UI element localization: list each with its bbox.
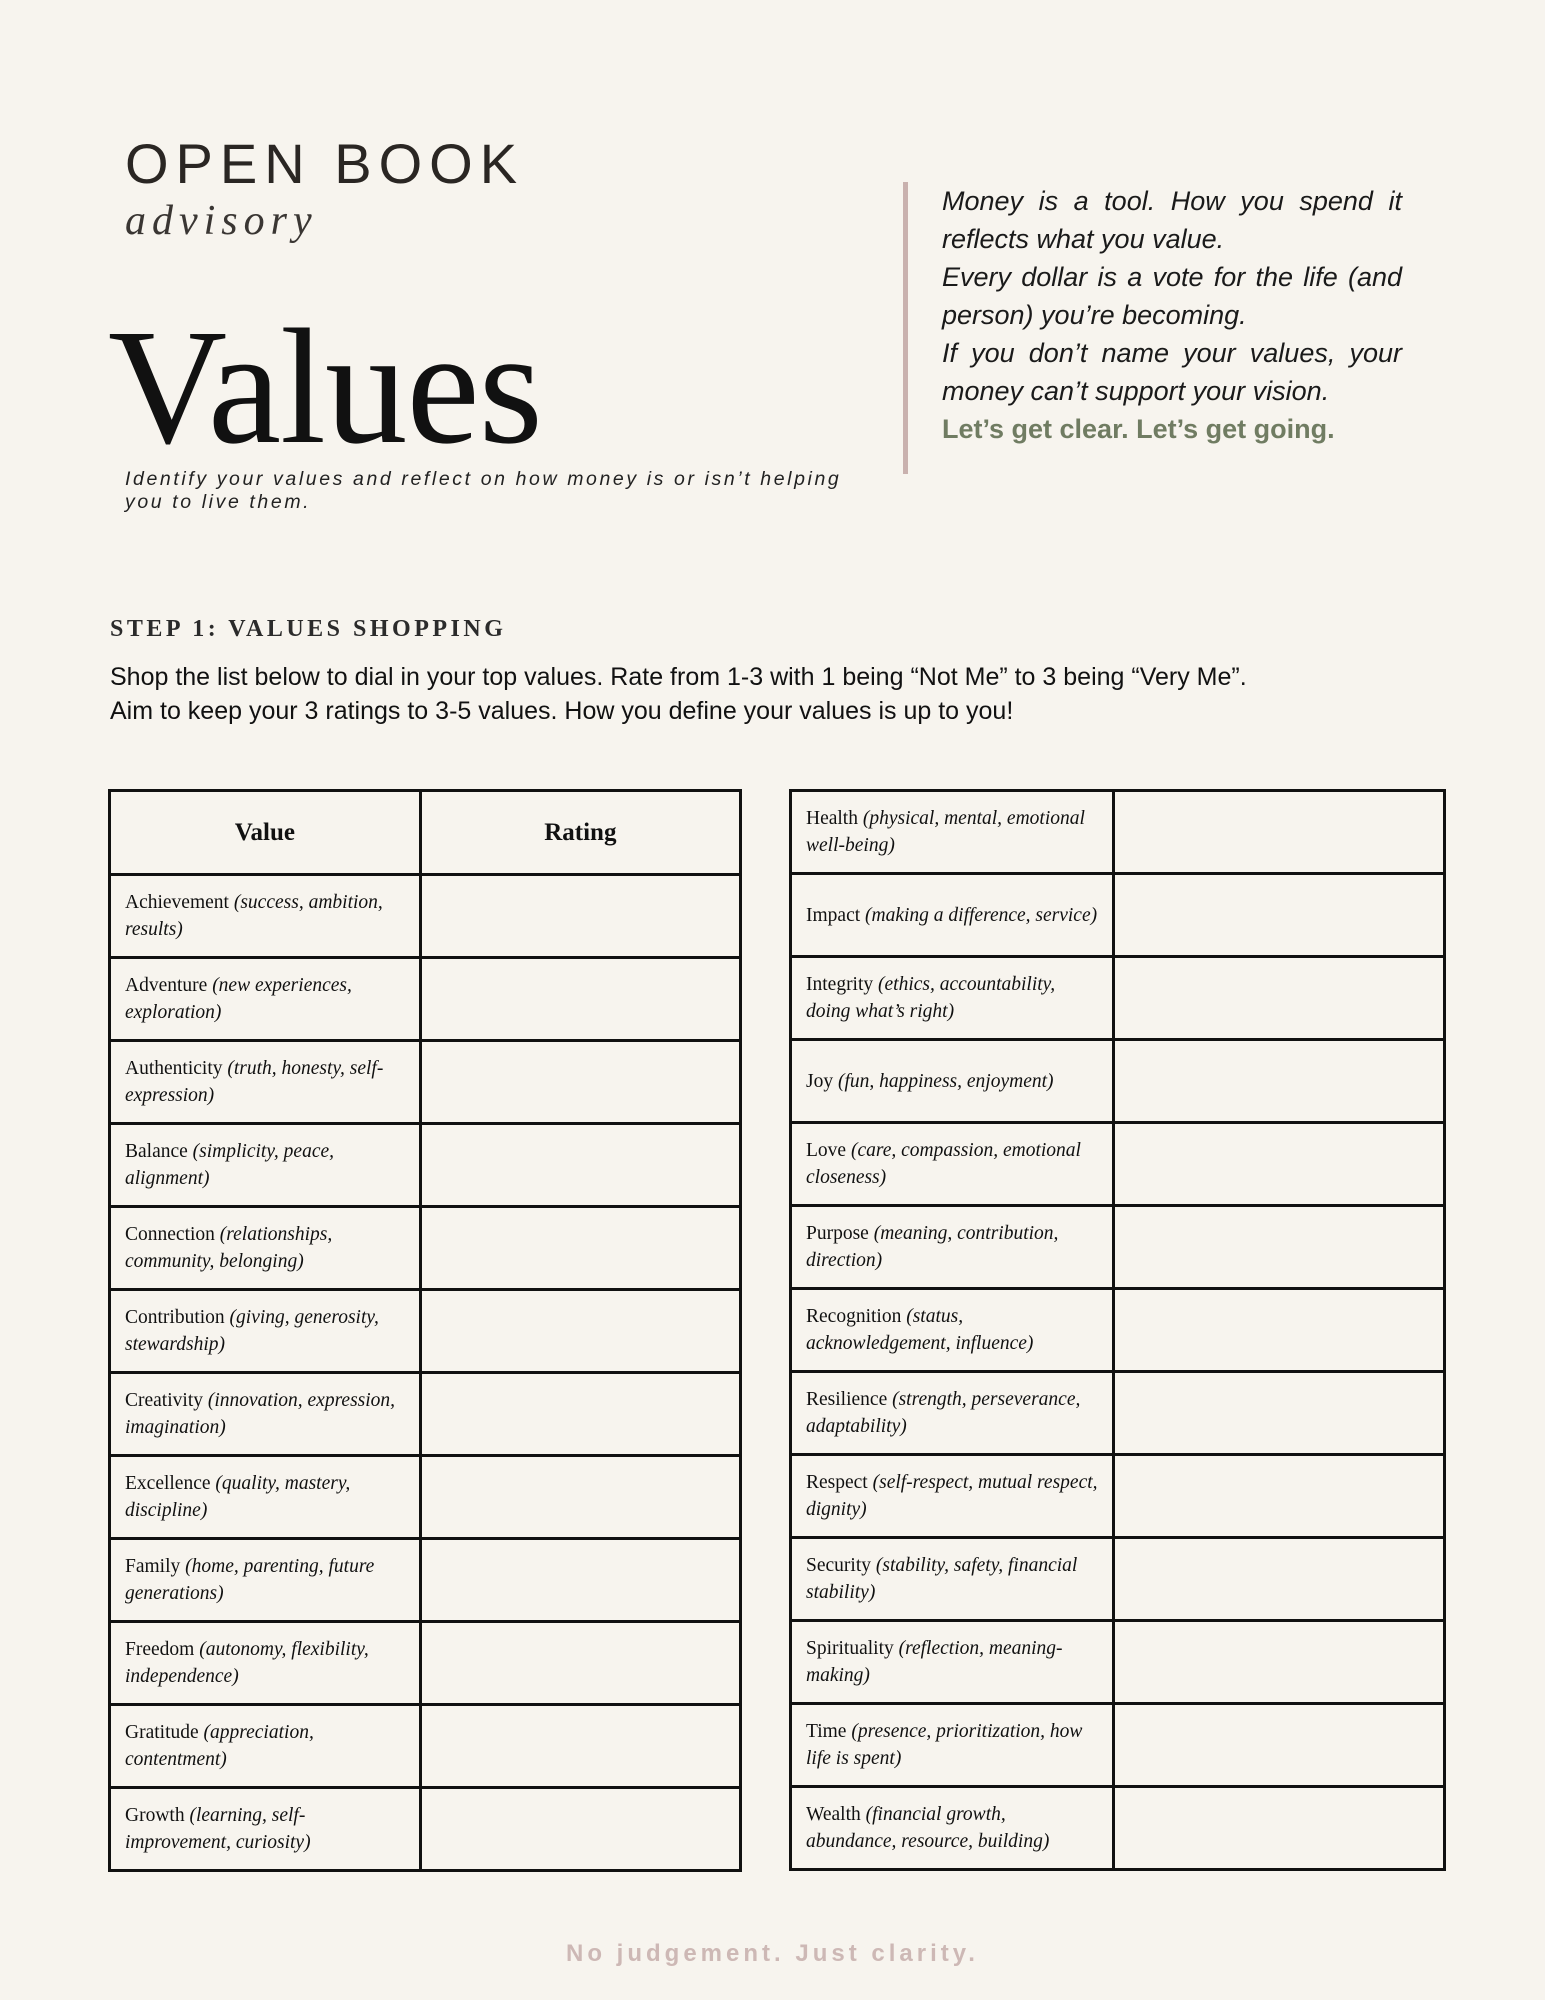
table-row xyxy=(791,1040,1445,1123)
brand-logo xyxy=(125,132,525,244)
rating-cell[interactable] xyxy=(1114,1289,1445,1372)
rating-cell[interactable] xyxy=(1114,1704,1445,1787)
step-heading: STEP 1: VALUES SHOPPING xyxy=(110,616,507,642)
value-description: (fun, happiness, enjoyment) xyxy=(837,1070,1054,1092)
table-row xyxy=(110,1456,741,1539)
value-cell xyxy=(791,1621,1114,1704)
rating-cell[interactable] xyxy=(420,1456,740,1539)
value-description: (reflection, meaning-making) xyxy=(806,1638,1063,1686)
value-name: Balance xyxy=(125,1141,188,1162)
value-name: Spirituality xyxy=(806,1638,894,1659)
quote-line: If you don’t name your values, your money can’t support your vision. xyxy=(942,338,1402,406)
rating-cell[interactable] xyxy=(420,1788,740,1871)
quote-line: Money is a tool. How you spend it reflects what you value. xyxy=(942,186,1402,254)
value-description: (new experiences, exploration) xyxy=(125,975,352,1023)
table-row xyxy=(110,1705,741,1788)
table-row xyxy=(110,1788,741,1871)
value-name: Recognition xyxy=(806,1306,902,1327)
table-row xyxy=(791,1787,1445,1870)
value-name: Achievement xyxy=(125,892,229,913)
value-name: Connection xyxy=(125,1224,215,1245)
value-description: (stability, safety, financial stability) xyxy=(806,1555,1078,1603)
value-description: (strength, perseverance, adaptability) xyxy=(806,1389,1081,1437)
table-row xyxy=(791,1538,1445,1621)
rating-cell[interactable] xyxy=(420,1124,740,1207)
value-cell xyxy=(791,1372,1114,1455)
value-description: (autonomy, flexibility, independence) xyxy=(125,1639,369,1687)
value-name: Love xyxy=(806,1140,847,1161)
table-row xyxy=(110,958,741,1041)
table-row xyxy=(791,1123,1445,1206)
value-name: Adventure xyxy=(125,975,208,996)
value-cell xyxy=(791,791,1114,874)
value-cell xyxy=(110,1207,421,1290)
value-name: Joy xyxy=(806,1070,834,1092)
rating-cell[interactable] xyxy=(1114,791,1445,874)
values-table-right xyxy=(789,789,1446,1871)
value-name: Family xyxy=(125,1556,181,1577)
rating-cell[interactable] xyxy=(1114,957,1445,1040)
table-row xyxy=(791,1455,1445,1538)
value-name: Time xyxy=(806,1721,847,1742)
value-name: Authenticity xyxy=(125,1058,223,1079)
value-description: (financial growth, abundance, resource, building) xyxy=(806,1804,1050,1852)
value-cell xyxy=(110,1539,421,1622)
value-cell xyxy=(791,1123,1114,1206)
value-description: (success, ambition, results) xyxy=(125,892,383,940)
rating-cell[interactable] xyxy=(1114,1372,1445,1455)
value-description: (ethics, accountability, doing what’s right) xyxy=(806,974,1056,1022)
footer-tagline: No judgement. Just clarity. xyxy=(566,1940,979,1967)
rating-cell[interactable] xyxy=(420,1373,740,1456)
rating-cell[interactable] xyxy=(420,1622,740,1705)
value-name: Gratitude xyxy=(125,1722,199,1743)
value-description: (learning, self-improvement, curiosity) xyxy=(125,1805,311,1853)
rating-cell[interactable] xyxy=(1114,1538,1445,1621)
value-name: Security xyxy=(806,1555,871,1576)
rating-cell[interactable] xyxy=(420,1290,740,1373)
value-cell xyxy=(110,1041,421,1124)
value-description: (physical, mental, emotional well-being) xyxy=(806,808,1085,856)
value-cell xyxy=(791,1455,1114,1538)
value-cell xyxy=(110,1290,421,1373)
quote-line: Every dollar is a vote for the life (and person) you’re becoming. xyxy=(942,262,1402,330)
value-description: (home, parenting, future generations) xyxy=(125,1556,375,1604)
values-table-left xyxy=(108,789,742,1872)
value-cell xyxy=(110,1788,421,1871)
value-name: Growth xyxy=(125,1805,185,1826)
table-row xyxy=(791,1289,1445,1372)
rating-cell[interactable] xyxy=(1114,1787,1445,1870)
value-cell xyxy=(110,1622,421,1705)
brand-name: OPEN BOOK xyxy=(125,132,525,195)
page-title: Values xyxy=(108,295,542,478)
rating-cell[interactable] xyxy=(1114,1040,1445,1123)
rating-cell[interactable] xyxy=(1114,874,1445,957)
rating-cell[interactable] xyxy=(1114,1621,1445,1704)
table-row xyxy=(791,791,1445,874)
value-name: Excellence xyxy=(125,1473,211,1494)
value-cell xyxy=(110,1456,421,1539)
table-row xyxy=(110,1207,741,1290)
value-name: Health xyxy=(806,808,858,829)
value-name: Wealth xyxy=(806,1804,861,1825)
value-description: (innovation, expression, imagination) xyxy=(125,1390,396,1438)
step-instructions-line: Aim to keep your 3 ratings to 3-5 values. How you define your values is up to you! xyxy=(110,697,1014,725)
table-row xyxy=(791,1621,1445,1704)
value-cell xyxy=(110,1373,421,1456)
step-instructions-line: Shop the list below to dial in your top values. Rate from 1-3 with 1 being “Not Me” to 3 being “Very Me”. xyxy=(110,663,1247,691)
table-row xyxy=(110,1539,741,1622)
value-description: (self-respect, mutual respect, dignity) xyxy=(806,1472,1098,1520)
value-name: Creativity xyxy=(125,1390,203,1411)
table-row xyxy=(110,1373,741,1456)
value-cell xyxy=(791,1538,1114,1621)
value-cell xyxy=(110,1705,421,1788)
table-row xyxy=(791,1372,1445,1455)
value-description: (status, acknowledgement, influence) xyxy=(806,1306,1034,1354)
table-row xyxy=(110,1622,741,1705)
value-name: Contribution xyxy=(125,1307,225,1328)
page-subtitle: Identify your values and reflect on how money is or isn’t helping you to live them. xyxy=(125,468,842,513)
value-description: (giving, generosity, stewardship) xyxy=(125,1307,379,1355)
value-cell xyxy=(791,1040,1114,1123)
value-cell xyxy=(791,1206,1114,1289)
value-name: Freedom xyxy=(125,1639,195,1660)
table-row xyxy=(791,1206,1445,1289)
rating-cell[interactable] xyxy=(420,1705,740,1788)
value-description: (truth, honesty, self-expression) xyxy=(125,1058,384,1106)
rating-cell[interactable] xyxy=(1114,1455,1445,1538)
table-row xyxy=(791,1704,1445,1787)
value-column-header: Value xyxy=(110,791,421,875)
table-row xyxy=(791,957,1445,1040)
value-name: Impact xyxy=(806,904,861,926)
value-description: (simplicity, peace, alignment) xyxy=(125,1141,334,1189)
rating-column-header: Rating xyxy=(420,791,740,875)
rating-cell[interactable] xyxy=(420,1041,740,1124)
table-row xyxy=(110,1041,741,1124)
value-cell xyxy=(791,957,1114,1040)
value-cell xyxy=(791,1787,1114,1870)
value-description: (presence, prioritization, how life is spent) xyxy=(806,1721,1083,1769)
rating-cell[interactable] xyxy=(420,1539,740,1622)
table-row xyxy=(791,874,1445,957)
value-name: Resilience xyxy=(806,1389,888,1410)
rating-cell[interactable] xyxy=(420,875,740,958)
table-row xyxy=(110,1290,741,1373)
step-instructions xyxy=(110,660,1450,728)
rating-cell[interactable] xyxy=(1114,1206,1445,1289)
table-row xyxy=(110,1124,741,1207)
value-description: (quality, mastery, discipline) xyxy=(125,1473,351,1521)
value-name: Integrity xyxy=(806,974,874,995)
brand-tagline: advisory xyxy=(125,198,318,244)
rating-cell[interactable] xyxy=(420,1207,740,1290)
rating-cell[interactable] xyxy=(420,958,740,1041)
table-row xyxy=(110,875,741,958)
quote-block xyxy=(903,182,1402,474)
value-description: (meaning, contribution, direction) xyxy=(806,1223,1059,1271)
value-name: Purpose xyxy=(806,1223,869,1244)
quote-cta: Let’s get clear. Let’s get going. xyxy=(942,414,1335,444)
value-description: (relationships, community, belonging) xyxy=(125,1224,333,1272)
rating-cell[interactable] xyxy=(1114,1123,1445,1206)
value-description: (appreciation, contentment) xyxy=(125,1722,314,1770)
value-cell xyxy=(791,1289,1114,1372)
value-description: (care, compassion, emotional closeness) xyxy=(806,1140,1081,1188)
value-name: Respect xyxy=(806,1472,868,1493)
value-cell xyxy=(791,874,1114,957)
value-cell xyxy=(110,1124,421,1207)
value-cell xyxy=(110,958,421,1041)
value-description: (making a difference, service) xyxy=(865,904,1098,926)
value-cell xyxy=(110,875,421,958)
value-cell xyxy=(791,1704,1114,1787)
